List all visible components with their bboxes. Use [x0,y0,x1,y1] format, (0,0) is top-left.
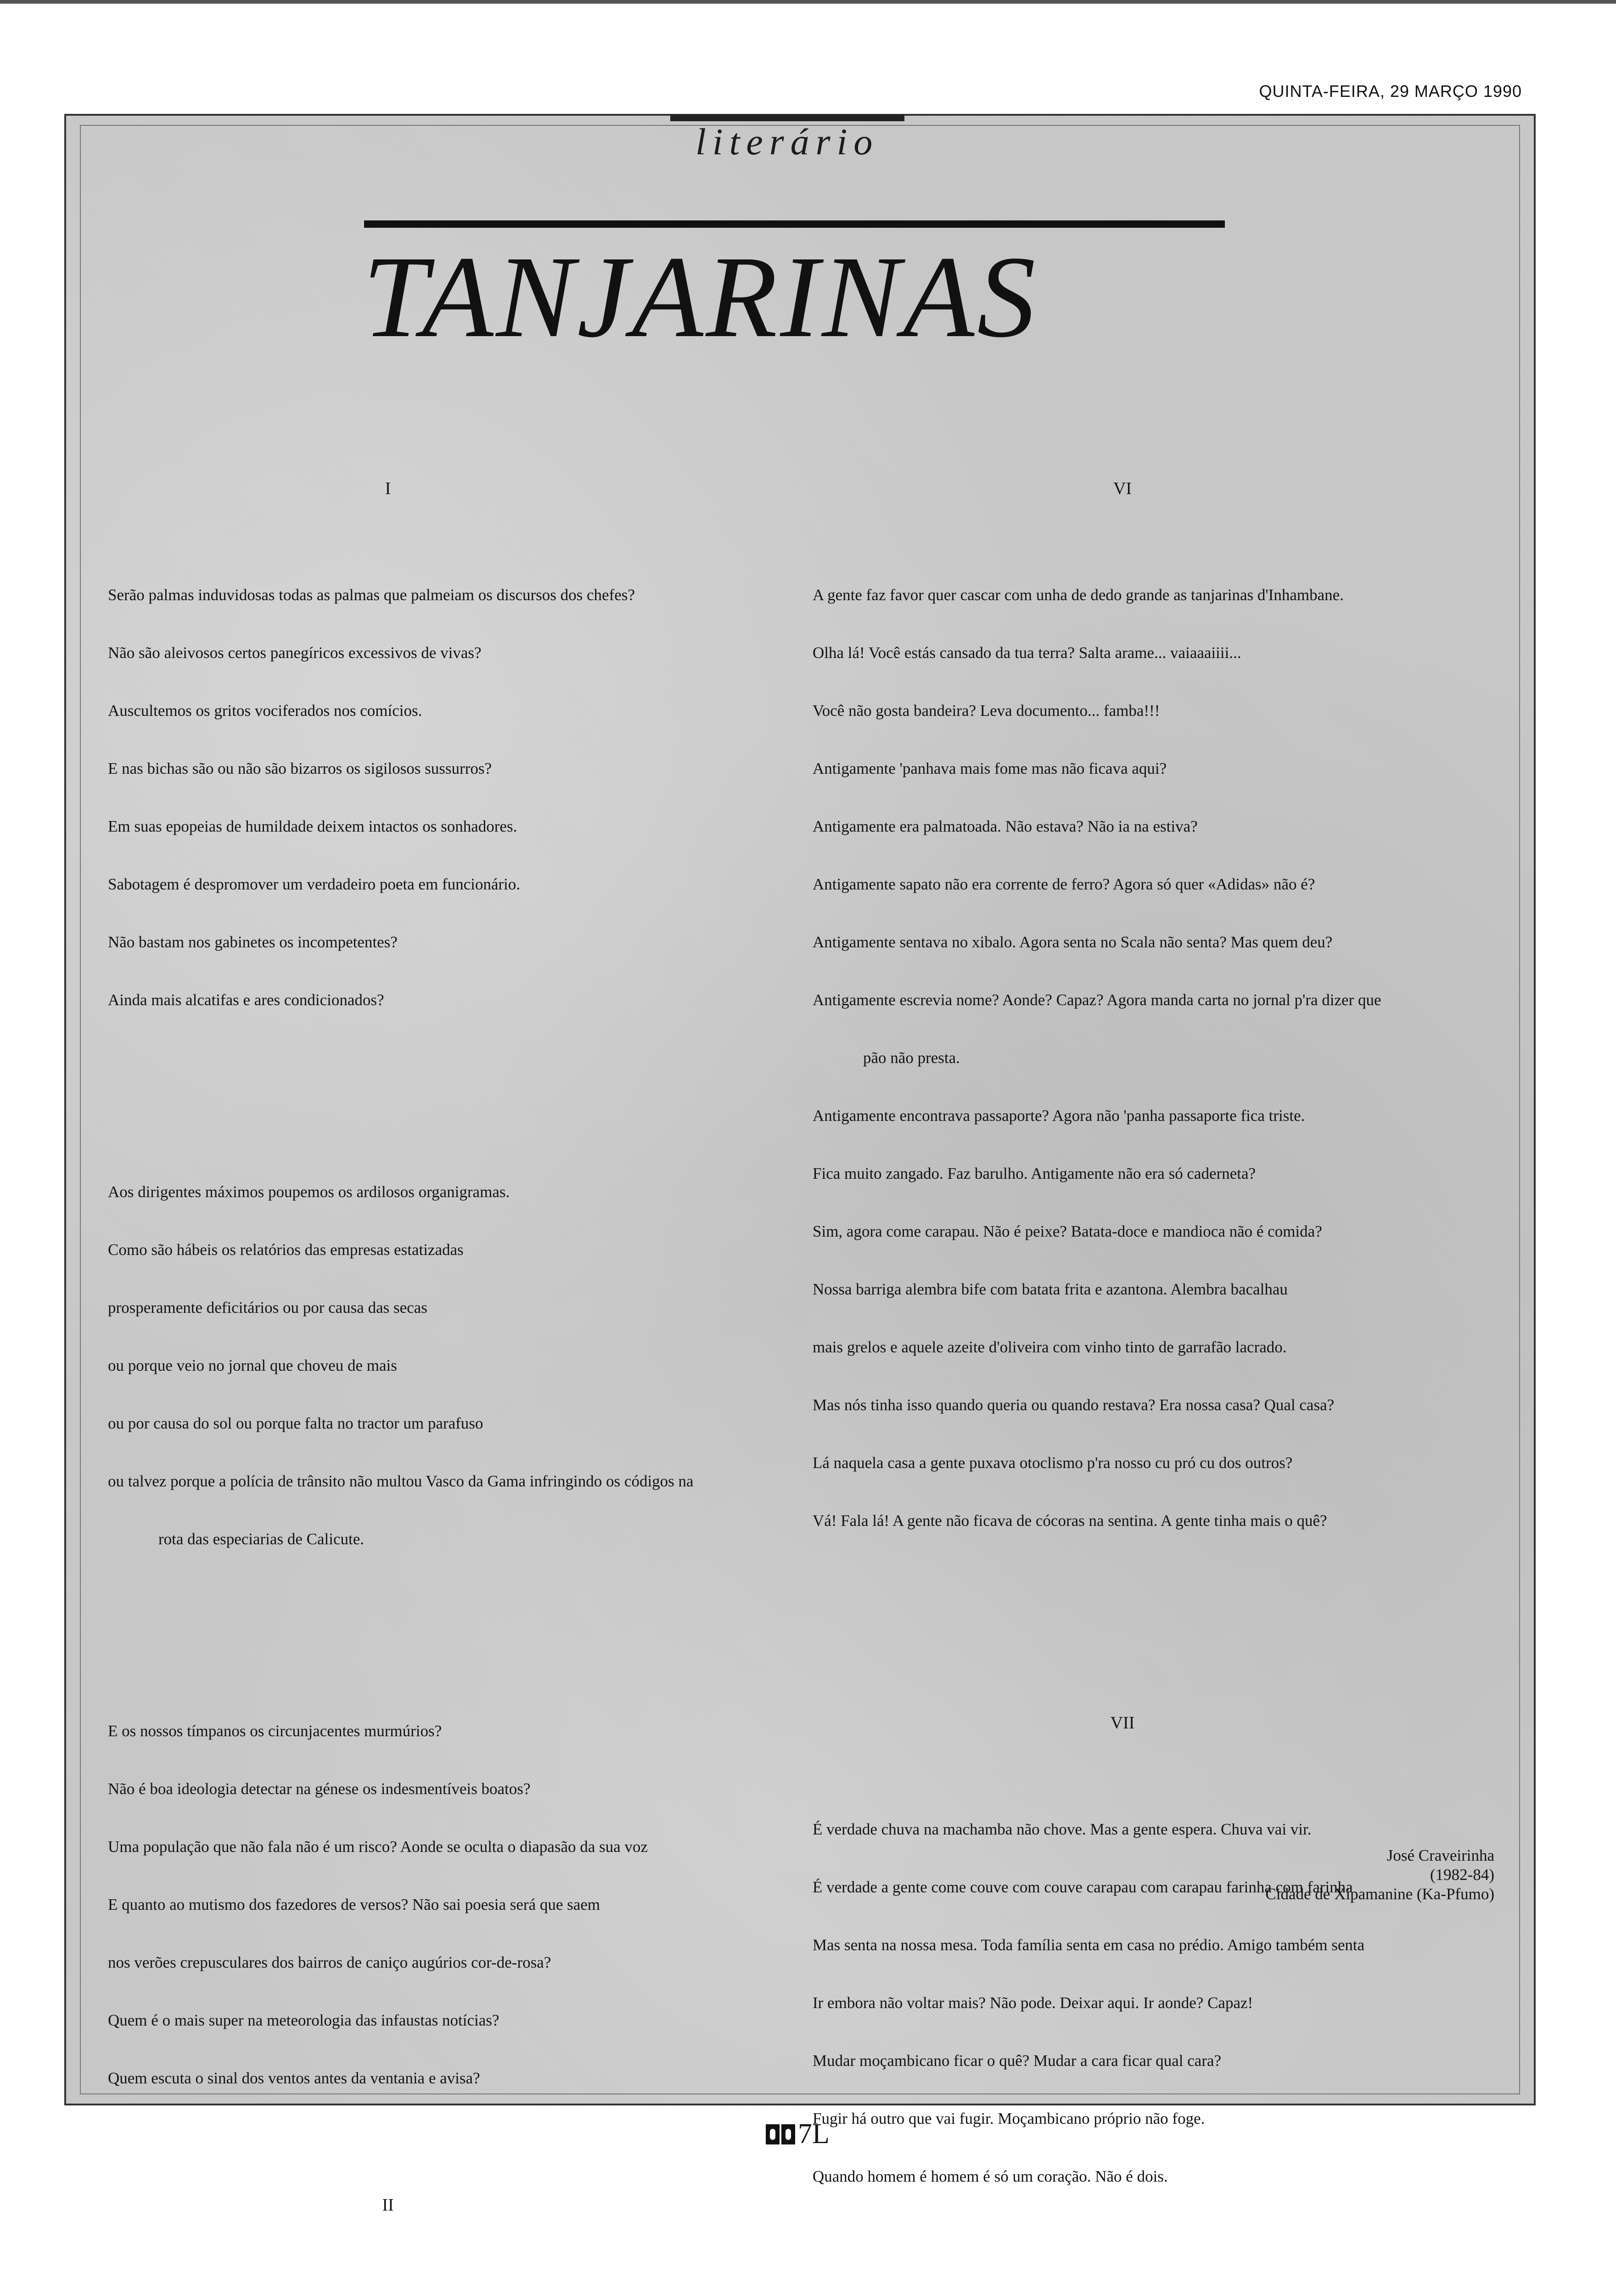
poem-line: nos verões crepusculares dos bairros de caniço augúrios cor-de-rosa? [108,1953,551,1971]
poem-line: Antigamente sapato não era corrente de ferro? Agora só quer «Adidas» não é? [813,875,1315,893]
section-numeral: I [385,479,391,498]
poem-line: rota das especiarias de Calicute. [158,1530,364,1548]
poem-line: Fica muito zangado. Faz barulho. Antigamente não era só caderneta? [813,1165,1256,1182]
section-numeral: VI [1113,479,1132,498]
stanza [108,2263,783,2296]
poem-line: Antigamente sentava no xibalo. Agora senta no Scala não senta? Mas quem deu? [813,933,1333,951]
signature-block [1265,1846,1494,1904]
poem-line: Como são hábeis os relatórios das empresas estatizadas [108,1241,464,1259]
poem-line: Você não gosta bandeira? Leva documento... famba!!! [813,702,1160,720]
page-number: 7L [798,2118,830,2150]
section-numeral: II [382,2195,394,2215]
stanza [108,547,783,1048]
poem-line: Sim, agora come carapau. Não é peixe? Batata-doce e mandioca não é comida? [813,1222,1322,1240]
top-edge-line [0,0,1616,4]
poem-line: Fugir há outro que vai fugir. Moçambicano próprio não foge. [813,2110,1205,2127]
poem-line: Lá naquela casa a gente puxava otoclismo p'ra nosso cu pró cu dos outros? [813,1454,1293,1472]
stanza [813,547,1483,1569]
author-place: Cidade de Xipamanine (Ka-Pfumo) [1265,1885,1494,1903]
poem-line: Serão palmas induvidosas todas as palmas que palmeiam os discursos dos chefes? [108,586,635,604]
poem-line: É verdade a gente come couve com couve carapau com carapau farinha com farinha [813,1878,1353,1896]
stanza [108,1683,783,2127]
poem-line: mais grelos e aquele azeite d'oliveira com vinho tinto de garrafão lacrado. [813,1338,1287,1356]
poem-line: Nossa barriga alembra bife com batata frita e azantona. Alembra bacalhau [813,1280,1288,1298]
poem-line: Antigamente escrevia nome? Aonde? Capaz? Agora manda carta no jornal p'ra dizer que [813,991,1381,1009]
left-column [108,429,783,2296]
poem-line: Antigamente encontrava passaporte? Agora não 'panha passaporte fica triste. [813,1107,1305,1125]
newspaper-logo-icon [766,2124,795,2144]
poem-line: prosperamente deficitários ou por causa das secas [108,1299,427,1317]
poem-line: Auscultemos os gritos vociferados nos comícios. [108,702,422,720]
poem-line: Sabotagem é despromover um verdadeiro poeta em funcionário. [108,875,521,893]
author-name: José Craveirinha [1386,1846,1494,1864]
section-tag: literário [696,121,879,163]
poem-line: Não são aleivosos certos panegíricos excessivos de vivas? [108,644,482,662]
section-numeral: VII [1110,1713,1135,1733]
poem-line: Uma população que não fala não é um risco? Aonde se oculta o diapasão da sua voz [108,1838,648,1856]
poem-line: Ir embora não voltar mais? Não pode. Deixar aqui. Ir aonde? Capaz! [813,1994,1253,2012]
right-column [813,429,1483,2296]
poem-line: Antigamente era palmatoada. Não estava? Não ia na estiva? [813,817,1198,835]
poem-line: Não é boa ideologia detectar na génese os indesmentíveis boatos? [108,1780,531,1798]
poem-line: Olha lá! Você estás cansado da tua terra? Salta arame... vaiaaaiiii... [813,644,1241,662]
poem-line: ou por causa do sol ou porque falta no tractor um parafuso [108,1414,483,1432]
page-footer [766,2118,830,2150]
poem-line: Mas nós tinha isso quando queria ou quando restava? Era nossa casa? Qual casa? [813,1396,1335,1414]
dateline: QUINTA-FEIRA, 29 MARÇO 1990 [1259,82,1522,101]
poem-line: Em suas epopeias de humildade deixem intactos os sonhadores. [108,817,517,835]
author-years: (1982-84) [1430,1866,1494,1884]
poem-line: Aos dirigentes máximos poupemos os ardilosos organigramas. [108,1183,510,1201]
poem-line: Mas senta na nossa mesa. Toda família senta em casa no prédio. Amigo também senta [813,1936,1365,1954]
poem-line: Quem escuta o sinal dos ventos antes da ventania e avisa? [108,2069,480,2087]
poem-line: Antigamente 'panhava mais fome mas não ficava aqui? [813,760,1167,777]
poem-line: E nas bichas são ou não são bizarros os sigilosos sussurros? [108,760,492,777]
poem-line: E os nossos tímpanos os circunjacentes murmúrios? [108,1722,442,1740]
poem-line: A gente faz favor quer cascar com unha de dedo grande as tanjarinas d'Inhambane. [813,586,1344,604]
poem-line: É verdade chuva na machamba não chove. Mas a gente espera. Chuva vai vir. [813,1820,1312,1838]
title-rule [364,220,1225,228]
poem-line: Vá! Fala lá! A gente não ficava de cócoras na sentina. A gente tinha mais o quê? [813,1512,1327,1530]
poem-line: Quem é o mais super na meteorologia das infaustas notícias? [108,2011,499,2029]
stanza [108,1144,783,1587]
poem-line: E quanto ao mutismo dos fazedores de versos? Não sai poesia será que saem [108,1896,600,1913]
poem-line: Quando homem é homem é só um coração. Não é dois. [813,2167,1168,2185]
poem-line: pão não presta. [863,1049,960,1067]
poem-line: Não bastam nos gabinetes os incompetentes? [108,933,398,951]
poem-line: ou porque veio no jornal que choveu de mais [108,1356,397,1374]
article-title: TANJARINAS [363,232,1038,362]
poem-line: ou talvez porque a polícia de trânsito não multou Vasco da Gama infringindo os códigos na [108,1472,694,1490]
poem-line: Ainda mais alcatifas e ares condicionados? [108,991,384,1009]
poem-line: Mudar moçambicano ficar o quê? Mudar a cara ficar qual cara? [813,2052,1222,2070]
